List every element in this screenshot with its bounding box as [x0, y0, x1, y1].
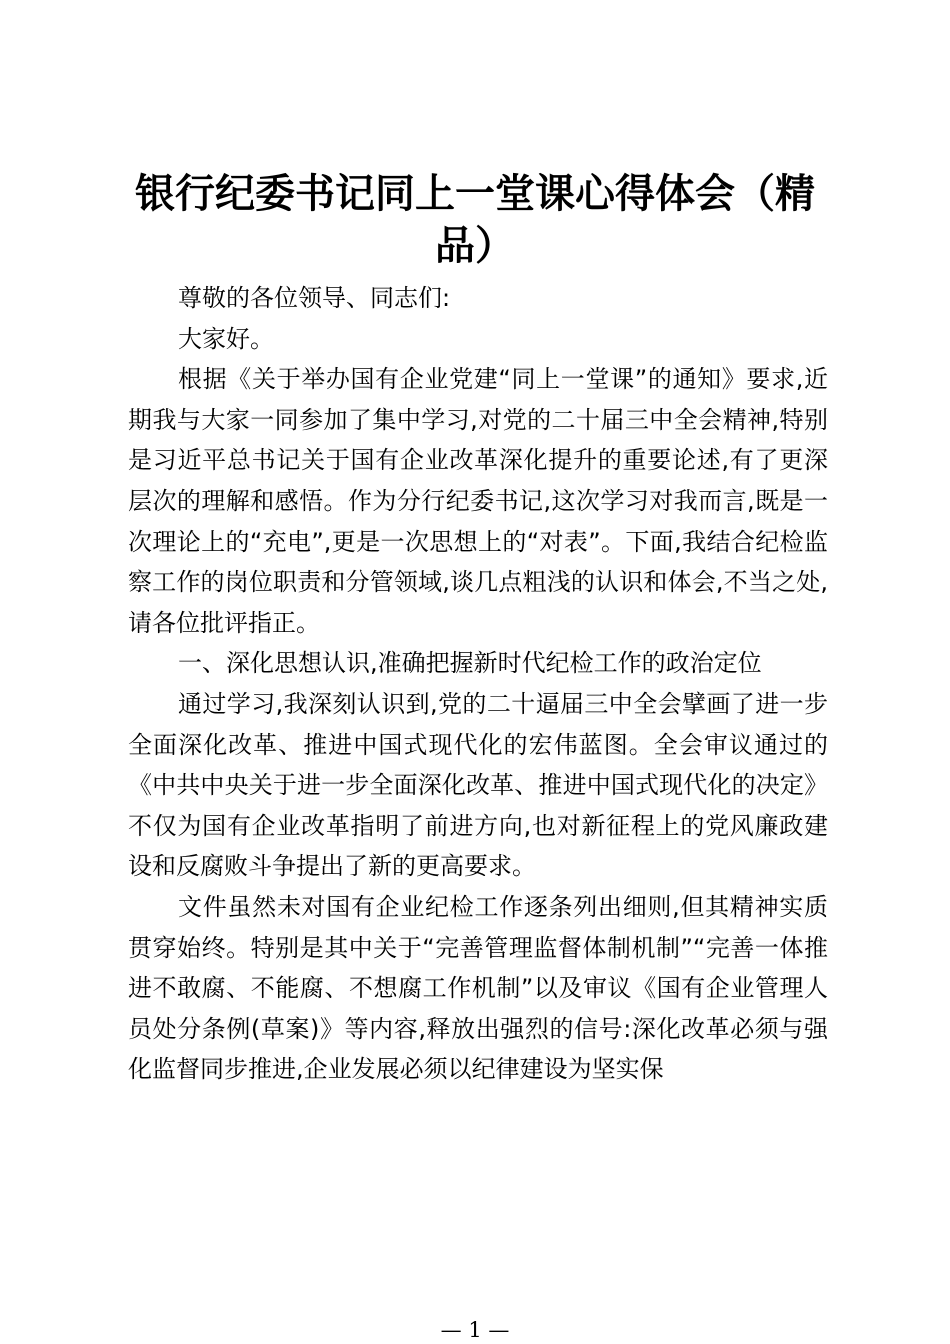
document-title: 银行纪委书记同上一堂课心得体会（精品） [135, 171, 815, 269]
salutation: 尊敬的各位领导、同志们: [178, 284, 451, 312]
document-body [128, 278, 828, 1090]
page-number: — 1 — [440, 1318, 510, 1342]
body-paragraph: 根据《关于举办国有企业党建“同上一堂课”的通知》要求,近期我与大家一同参加了集中学习,对党的二十届三中全会精神,特别是习近平总书记关于国有企业改革深化提升的重要论述,有了更深层次的理解和感悟。作为分行纪委书记,这次学习对我而言,既是一次理论上的“充电”,更是一次思想上的“对表”。下面,我结合纪检监察工作的岗位职责和分管领域,谈几点粗浅的认识和体会,不当之处,请各位批评指正。 [128, 365, 828, 637]
body-paragraph: 通过学习,我深刻认识到,党的二十逼届三中全会擘画了进一步全面深化改革、推进中国式现代化的宏伟蓝图。全会审议通过的《中共中央关于进一步全面深化改革、推进中国式现代化的决定》不仅为国有企业改革指明了前进方向,也对新征程上的党风廉政建设和反腐败斗争提出了新的更高要求。 [128, 689, 828, 881]
greeting: 大家好。 [178, 324, 274, 353]
body-paragraph: 文件虽然未对国有企业纪检工作逐条列出细则,但其精神实质贯穿始终。特别是其中关于“完善管理监督体制机制”“完善一体推进不敢腐、不能腐、不想腐工作机制”以及审议《国有企业管理人员处分条例(草案)》等内容,释放出强烈的信号:深化改革必须与强化监督同步推进,企业发展必须以纪律建设为坚实保 [128, 892, 828, 1084]
section-heading: 一、深化思想认识,准确把握新时代纪检工作的政治定位 [178, 649, 762, 678]
